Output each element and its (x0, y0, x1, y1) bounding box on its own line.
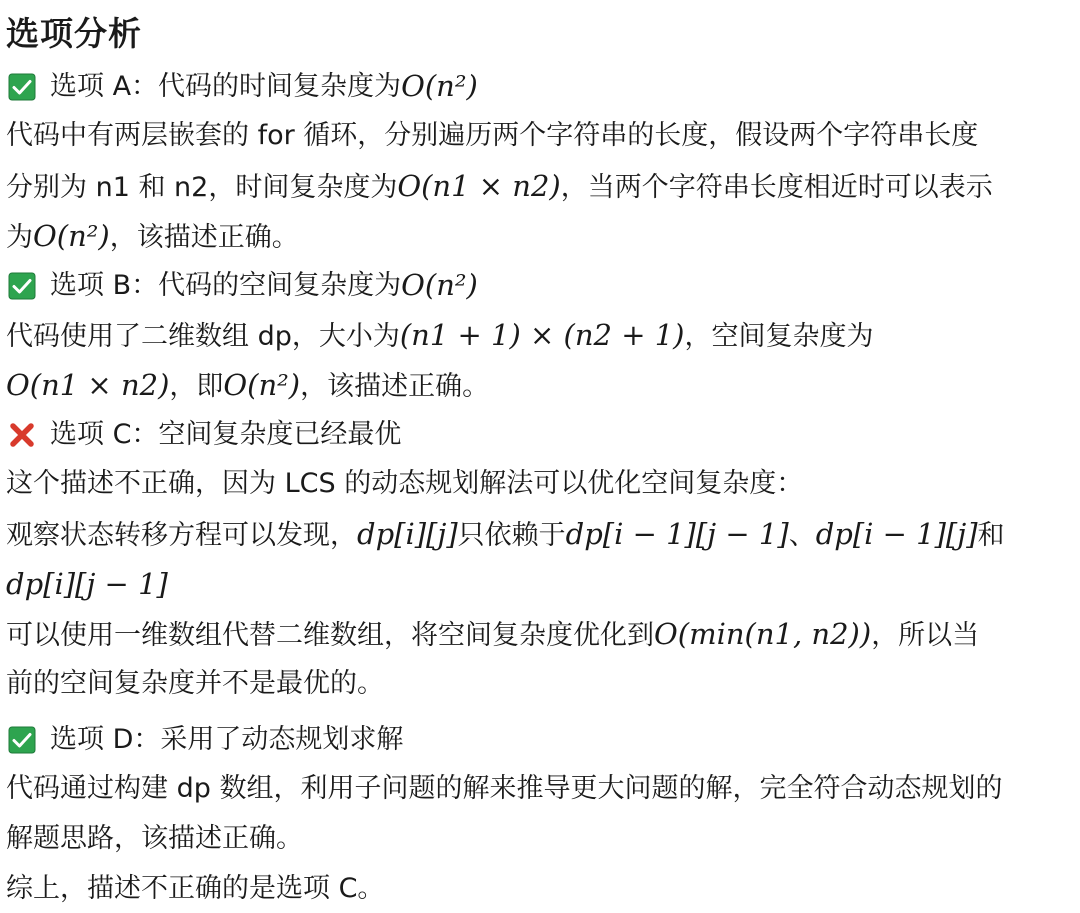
text-run: 代码使用了二维数组 dp，大小为 (6, 321, 400, 352)
option-a-body-line-1 (6, 111, 1076, 161)
option-a-body-line-2 (6, 161, 1076, 211)
math-run: dp[i − 1][j] (815, 517, 978, 551)
math-run: O(n1 × n2) (397, 169, 561, 203)
option-b-body-line-2 (6, 360, 1076, 410)
math-run: O(n²) (223, 368, 301, 402)
cross-icon (8, 421, 36, 449)
text-run: ，该描述正确。 (109, 222, 299, 253)
text-run: ，所以当 (871, 620, 980, 651)
option-a-heading-text: 选项 A：代码的时间复杂度为 (50, 71, 402, 102)
text-run: 代码通过构建 dp 数组，利用子问题的解来推导更大问题的解，完全符合动态规划的 (6, 773, 1003, 804)
math-run: dp[i][j] (357, 517, 458, 551)
math-run: O(n1 × n2) (6, 368, 170, 402)
conclusion: 综上，描述不正确的是选项 C。 (6, 873, 385, 904)
option-b-heading (6, 261, 1076, 310)
text-run: ，当两个字符串长度相近时可以表示 (560, 172, 993, 203)
text-run: 分别为 n1 和 n2，时间复杂度为 (6, 172, 398, 203)
option-c-body-line-4 (6, 609, 1076, 659)
math-run: (n1 + 1) × (n2 + 1) (399, 318, 685, 352)
text-run: ，即 (169, 371, 224, 402)
check-icon (8, 726, 36, 754)
text-run: 观察状态转移方程可以发现， (6, 520, 357, 551)
option-c-body-line-2 (6, 509, 1076, 559)
section-title: 选项分析 (6, 14, 142, 53)
text-run: 可以使用一维数组代替二维数组，将空间复杂度优化到 (6, 620, 654, 651)
text-run: 代码中有两层嵌套的 for 循环，分别遍历两个字符串的长度，假设两个字符串长度 (6, 120, 979, 151)
text-run: 和 (977, 520, 1005, 551)
option-d-heading (6, 715, 1076, 764)
option-c-body-line-5 (6, 659, 1076, 709)
text-run: 解题思路，该描述正确。 (6, 823, 303, 854)
option-c-body-line-3 (6, 559, 1076, 609)
document (6, 0, 1076, 913)
option-b-body (6, 310, 1076, 410)
option-d-body (6, 764, 1076, 864)
math-run: dp[i][j − 1] (6, 567, 168, 601)
option-c-heading-text: 选项 C：空间复杂度已经最优 (50, 419, 402, 450)
option-d-heading-text: 选项 D：采用了动态规划求解 (50, 724, 404, 755)
option-c-heading (6, 410, 1076, 459)
option-a-heading-math: O(n²) (401, 69, 478, 103)
math-run: dp[i − 1][j − 1] (565, 517, 789, 551)
option-b-body-line-1 (6, 310, 1076, 360)
text-run: ，该描述正确。 (300, 371, 490, 402)
text-run: 、 (788, 520, 816, 551)
math-run: O(n²) (33, 219, 110, 253)
option-d-body-line-2 (6, 814, 1076, 864)
option-b-heading-text: 选项 B：代码的空间复杂度为 (50, 270, 402, 301)
option-a-body-line-3 (6, 211, 1076, 261)
check-icon (8, 73, 36, 101)
option-a-body (6, 111, 1076, 261)
text-run: 只依赖于 (457, 520, 566, 551)
text-run: 这个描述不正确，因为 LCS 的动态规划解法可以优化空间复杂度： (6, 468, 804, 499)
text-run: ，空间复杂度为 (684, 321, 874, 352)
check-icon (8, 272, 36, 300)
option-c-body-line-1 (6, 459, 1076, 509)
math-run: O(min(n1, n2)) (654, 617, 872, 651)
option-a-heading (6, 62, 1076, 111)
text-run: 前的空间复杂度并不是最优的。 (6, 668, 384, 699)
text-run: 为 (6, 222, 33, 253)
option-c-body (6, 459, 1076, 709)
option-b-heading-math: O(n²) (401, 268, 478, 302)
option-d-body-line-1 (6, 764, 1076, 814)
